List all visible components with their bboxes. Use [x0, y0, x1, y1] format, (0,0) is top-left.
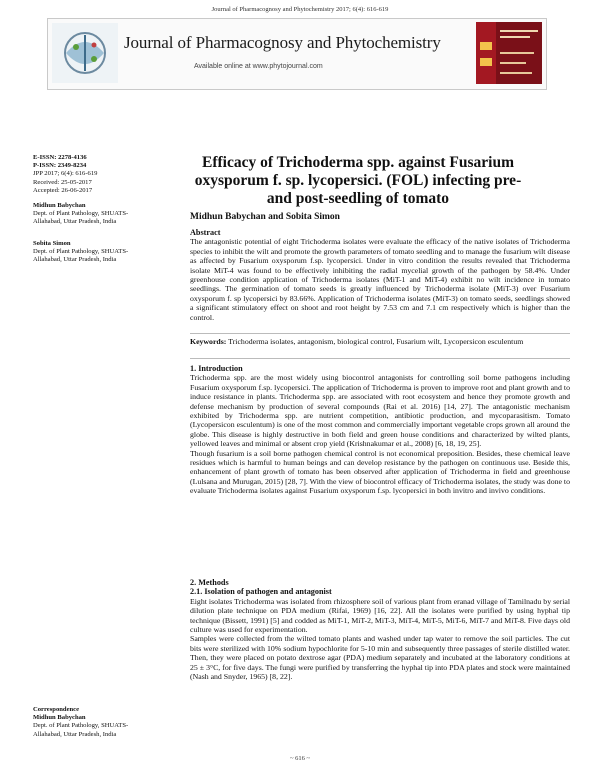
journal-website[interactable]: Available online at www.phytojournal.com	[194, 63, 323, 70]
keywords-label: Keywords:	[190, 337, 227, 346]
journal-title: Journal of Pharmacognosy and Phytochemistry	[124, 33, 441, 52]
abstract-section	[190, 228, 570, 322]
article-meta	[33, 154, 155, 195]
intro-paragraph-2: Though fusarium is a soil borne pathogen chemical control is not economical preposition. Besides, these chemical leave residues which is harmful to human beings and can develop resistance by the pathogen on continuous use. Beside this, enhancement of plant growth of tomato has been observed after application of Trichoderma in field and greenhouse (Lulsana and Murugan, 2015) [28, 7]. With the view of biocontrol efficacy of Trichoderma isolates, the study was done to evaluate Trichoderma isolates against Fusarium oxysporum f.sp. lycopersici in both invitro and invivo conditions.	[190, 448, 570, 496]
pissn: P-ISSN: 2349-8234	[33, 162, 87, 170]
keywords-text: Trichoderma isolates, antagonism, biological control, Fusarium wilt, Lycopersicon esculentum	[228, 337, 524, 346]
journal-logo	[52, 23, 118, 83]
intro-heading: 1. Introduction	[190, 364, 243, 373]
article-authors: Midhun Babychan and Sobita Simon	[190, 212, 340, 222]
divider	[190, 358, 570, 359]
methods-subheading: 2.1. Isolation of pathogen and antagonist	[190, 587, 332, 597]
affiliation-name: Sobita Simon	[33, 240, 71, 247]
affiliation-2	[33, 240, 155, 265]
affiliation-1	[33, 202, 155, 227]
journal-banner	[47, 18, 547, 90]
correspondence-name: Midhun Babychan	[33, 714, 86, 722]
intro-paragraph-1: Trichoderma spp. are the most widely using biocontrol antagonists for controlling soil borne pathogens including Fusarium oxysporum f.sp. lycopersici. The application of Trichoderma is proven to improve root and plant growth and to induce resistance in plants. Trichoderma spp. are associated with root ecosystem and hence they promote growth and defense mechanism by production of several compounds (Rai et al. 2016) [14, 27]. The antagonistic mechanism exhibited by Trichoderma spp. are nutrient competition, antibiotic production, and mycoparasitism. Tomato (Lycopersicon esculentum) is one of the most common and commercially important vegetable crops grown all around the globe. This disease is highly destructive in both field and green house conditions and characterized by wilted plants, yellowed leaves and minimal or absent crop yield (Krishnakumar et al., 2008) [6, 18, 19, 25].	[190, 373, 570, 449]
divider	[190, 333, 570, 334]
methods-heading: 2. Methods	[190, 578, 229, 587]
article-title: Efficacy of Trichoderma spp. against Fusarium oxysporum f. sp. lycopersici. (FOL) infecting pre-and post-seedling of tomato	[194, 154, 522, 207]
methods-paragraph-2: Samples were collected from the wilted tomato plants and washed under tap water to remove the soil particles. The cut bits were sterilized with 10% sodium hypochlorite for 5-10 min and subsequently three passages of sterile distilled water. Then, they were placed on potato dextrose agar (PDA) medium separately and incubated at the laboratory conditions at 25 ± 3°C, for five days. The fungi were purified by transferring the hyphal tip into PDA plates and stock were maintained (Nash and Snyder, 1965) [8, 22].	[190, 634, 570, 682]
abstract-text: The antagonistic potential of eight Trichoderma isolates were evaluate the efficacy of the native isolates of Trichoderma species to inhibit the wilt and promote the growth parameters of tomato seedling and to manage the fusarium wilt disease as affected by Fusarium oxysporum f.sp. lycopersici. Under in vitro condition the results revealed that Trichoderma isolate MiT-4 was found to be effectively inhibiting the radial mycelial growth of the pathogen by 58.4%. Under greenhouse condition application of Trichoderma isolates (MiT-1 and MiT-4) exhibit no wilt incidence in tomato seedlings. The germination of tomato seeds is greatly influenced by Trichoderma isolate (MiT-3) over Fusarium oxysporum f. sp lycopersici by 83.66%. Application of Trichoderma isolates (MiT-3) on tomato seeds, seedlings showed a significant stimulatory effect on shoot and root height by 7.53 cm and 7.1 cm respectively which is higher than the control.	[190, 237, 570, 322]
journal-cover-image	[476, 22, 542, 84]
received-date: Received: 25-05-2017	[33, 178, 92, 186]
methods-section	[190, 578, 570, 681]
affiliation-name: Midhun Babychan	[33, 202, 86, 209]
jpp-volume: JPP 2017; 6(4): 616-619	[33, 170, 98, 178]
correspondence-text: Dept. of Plant Pathology, SHUATS-Allahabad, Uttar Pradesh, India	[33, 722, 129, 738]
affiliation-text: Dept. of Plant Pathology, SHUATS-Allahabad, Uttar Pradesh, India	[33, 248, 129, 264]
accepted-date: Accepted: 26-06-2017	[33, 186, 93, 194]
abstract-heading: Abstract	[190, 228, 221, 237]
correspondence	[33, 706, 155, 739]
correspondence-label: Correspondence	[33, 706, 80, 713]
keywords	[190, 337, 570, 346]
running-header: Journal of Pharmacognosy and Phytochemistry 2017; 6(4): 616-619	[211, 6, 389, 13]
introduction-section	[190, 364, 570, 496]
methods-paragraph-1: Eight isolates Trichoderma was isolated from rhizosphere soil of various plant from eranad village of Tamilnadu by serial dilution plate technique on PDA medium (Rifai, 1969) [16, 22]. All the isolates were purified by using hyphal tip technique (Bissett, 1991) [5] and codded as MiT-1, MiT-2, MiT-3, MiT-4, MiT-5, MiT-6, MiT-7 and MiT-8. Five days old culture was used for experimentation.	[190, 596, 570, 635]
page-number: ~ 616 ~	[289, 755, 311, 762]
affiliation-text: Dept. of Plant Pathology, SHUATS-Allahabad, Uttar Pradesh, India	[33, 210, 129, 226]
eissn: E-ISSN: 2278-4136	[33, 154, 87, 161]
